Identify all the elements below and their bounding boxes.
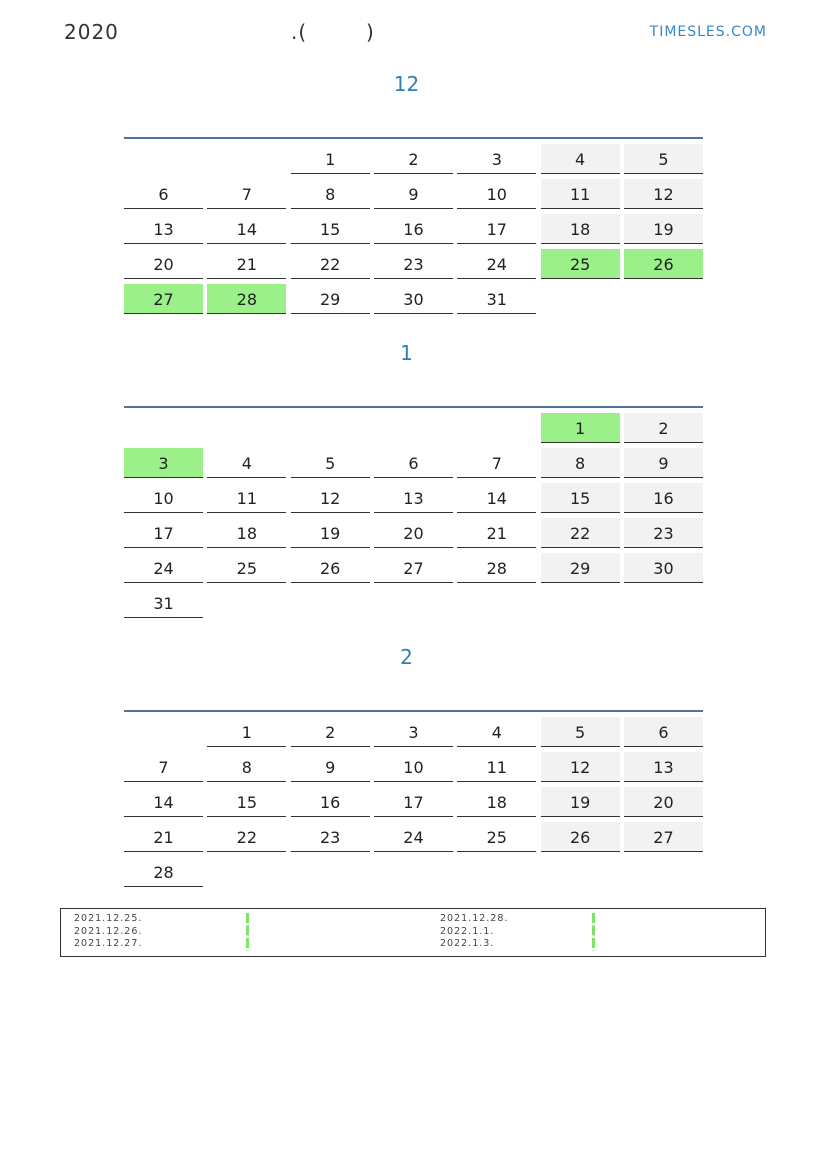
day-cell: 22	[291, 249, 370, 279]
weekend-day-cell: 4	[541, 144, 620, 174]
calendar-december	[124, 137, 703, 314]
day-cell: 15	[291, 214, 370, 244]
day-cell: 24	[374, 822, 453, 852]
weekend-day-cell: 18	[541, 214, 620, 244]
day-cell: 14	[207, 214, 286, 244]
day-cell: 25	[457, 822, 536, 852]
month-grid	[124, 144, 703, 314]
day-cell: 10	[374, 752, 453, 782]
day-cell: 4	[207, 448, 286, 478]
weekend-day-cell: 16	[624, 483, 703, 513]
day-cell: 24	[457, 249, 536, 279]
day-cell: 21	[457, 518, 536, 548]
empty-day-cell	[207, 144, 286, 174]
day-cell: 7	[207, 179, 286, 209]
legend-date: 2022.1.1.	[440, 925, 495, 937]
weekend-day-cell: 12	[624, 179, 703, 209]
legend-left-column	[74, 913, 142, 951]
empty-day-cell	[291, 413, 370, 443]
day-cell: 9	[291, 752, 370, 782]
day-cell: 7	[124, 752, 203, 782]
holiday-day-cell: 1	[541, 413, 620, 443]
day-cell: 31	[457, 284, 536, 314]
holiday-day-cell: 27	[124, 284, 203, 314]
day-cell: 18	[207, 518, 286, 548]
weekend-day-cell: 20	[624, 787, 703, 817]
day-cell: 20	[124, 249, 203, 279]
weekend-day-cell: 11	[541, 179, 620, 209]
day-cell: 27	[374, 553, 453, 583]
day-cell: 4	[457, 717, 536, 747]
day-cell: 8	[291, 179, 370, 209]
weekend-day-cell: 26	[541, 822, 620, 852]
day-cell: 6	[124, 179, 203, 209]
holiday-day-cell: 3	[124, 448, 203, 478]
day-cell: 13	[374, 483, 453, 513]
day-cell: 9	[374, 179, 453, 209]
month-title-december: 12	[393, 72, 420, 96]
weekend-day-cell: 13	[624, 752, 703, 782]
header-year: 2020	[64, 20, 119, 44]
day-cell: 13	[124, 214, 203, 244]
empty-day-cell	[457, 588, 536, 618]
empty-day-cell	[207, 413, 286, 443]
day-cell: 28	[457, 553, 536, 583]
empty-day-cell	[624, 284, 703, 314]
calendar-february	[124, 710, 703, 887]
day-cell: 16	[291, 787, 370, 817]
day-cell: 24	[124, 553, 203, 583]
day-cell: 1	[207, 717, 286, 747]
empty-day-cell	[541, 857, 620, 887]
day-cell: 12	[291, 483, 370, 513]
day-cell: 18	[457, 787, 536, 817]
day-cell: 16	[374, 214, 453, 244]
empty-day-cell	[374, 857, 453, 887]
weekend-day-cell: 27	[624, 822, 703, 852]
day-cell: 8	[207, 752, 286, 782]
empty-day-cell	[124, 144, 203, 174]
weekend-day-cell: 9	[624, 448, 703, 478]
day-cell: 2	[374, 144, 453, 174]
calendar-january	[124, 406, 703, 618]
site-link[interactable]: TIMESLES.COM	[649, 24, 767, 40]
empty-day-cell	[124, 717, 203, 747]
month-title-february: 2	[400, 645, 413, 669]
empty-day-cell	[291, 588, 370, 618]
weekend-day-cell: 19	[541, 787, 620, 817]
header-paren: .( )	[291, 20, 375, 44]
day-cell: 21	[124, 822, 203, 852]
day-cell: 20	[374, 518, 453, 548]
day-cell: 3	[457, 144, 536, 174]
day-cell: 23	[374, 249, 453, 279]
empty-day-cell	[291, 857, 370, 887]
day-cell: 26	[291, 553, 370, 583]
day-cell: 3	[374, 717, 453, 747]
holiday-day-cell: 25	[541, 249, 620, 279]
weekend-day-cell: 5	[541, 717, 620, 747]
day-cell: 17	[124, 518, 203, 548]
day-cell: 15	[207, 787, 286, 817]
day-cell: 11	[457, 752, 536, 782]
legend-date: 2021.12.28.	[440, 913, 509, 924]
weekend-day-cell: 2	[624, 413, 703, 443]
day-cell: 31	[124, 588, 203, 618]
empty-day-cell	[624, 857, 703, 887]
weekend-day-cell: 23	[624, 518, 703, 548]
day-cell: 25	[207, 553, 286, 583]
month-title-january: 1	[400, 341, 413, 365]
legend-date: 2021.12.26.	[74, 925, 143, 937]
day-cell: 6	[374, 448, 453, 478]
day-cell: 14	[457, 483, 536, 513]
weekend-day-cell: 30	[624, 553, 703, 583]
day-cell: 17	[457, 214, 536, 244]
legend-right-column	[440, 913, 508, 951]
weekend-day-cell: 6	[624, 717, 703, 747]
day-cell: 23	[291, 822, 370, 852]
holiday-day-cell: 28	[207, 284, 286, 314]
day-cell: 21	[207, 249, 286, 279]
empty-day-cell	[624, 588, 703, 618]
empty-day-cell	[124, 413, 203, 443]
day-cell: 29	[291, 284, 370, 314]
day-cell: 10	[124, 483, 203, 513]
month-grid	[124, 717, 703, 887]
day-cell: 22	[207, 822, 286, 852]
day-cell: 30	[374, 284, 453, 314]
day-cell: 14	[124, 787, 203, 817]
day-cell: 1	[291, 144, 370, 174]
month-grid	[124, 413, 703, 618]
weekend-day-cell: 12	[541, 752, 620, 782]
empty-day-cell	[457, 413, 536, 443]
weekend-day-cell: 5	[624, 144, 703, 174]
weekend-day-cell: 22	[541, 518, 620, 548]
legend-marker-left	[246, 913, 249, 951]
empty-day-cell	[541, 284, 620, 314]
day-cell: 10	[457, 179, 536, 209]
legend-date: 2022.1.3.	[440, 938, 495, 949]
holiday-legend	[60, 908, 766, 957]
legend-date: 2021.12.25.	[74, 913, 143, 924]
legend-marker-right	[592, 913, 595, 951]
day-cell: 2	[291, 717, 370, 747]
weekend-day-cell: 29	[541, 553, 620, 583]
day-cell: 17	[374, 787, 453, 817]
weekend-day-cell: 19	[624, 214, 703, 244]
weekend-day-cell: 15	[541, 483, 620, 513]
weekend-day-cell: 8	[541, 448, 620, 478]
empty-day-cell	[541, 588, 620, 618]
day-cell: 19	[291, 518, 370, 548]
day-cell: 11	[207, 483, 286, 513]
empty-day-cell	[457, 857, 536, 887]
day-cell: 5	[291, 448, 370, 478]
day-cell: 28	[124, 857, 203, 887]
legend-date: 2021.12.27.	[74, 938, 143, 949]
empty-day-cell	[374, 588, 453, 618]
day-cell: 7	[457, 448, 536, 478]
empty-day-cell	[374, 413, 453, 443]
empty-day-cell	[207, 857, 286, 887]
holiday-day-cell: 26	[624, 249, 703, 279]
empty-day-cell	[207, 588, 286, 618]
